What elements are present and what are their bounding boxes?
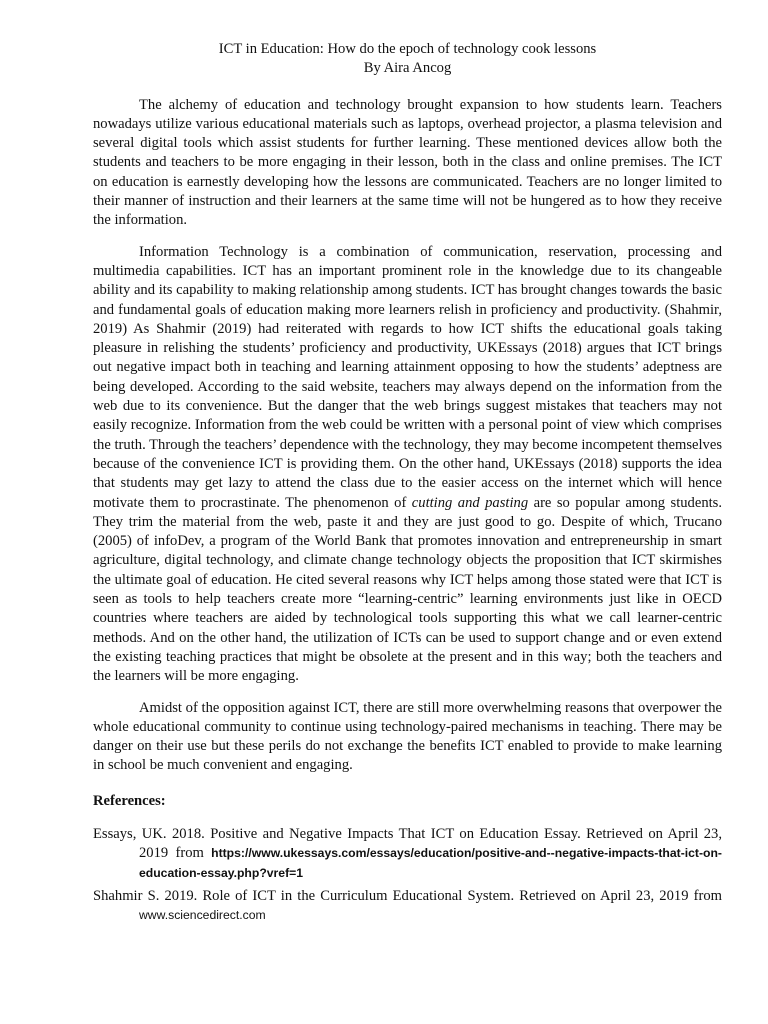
paragraph-intro: The alchemy of education and technology brought expansion to how students learn. Teachers nowadays utilize various educational materials such as laptops, overhead projector, a plasma television and several digital tools which assist students for further learning. These mentioned devices allow both the students and teachers to be more engaging in their lesson, both in the class and online premises. The ICT on education is earnestly developing how the lessons are communicated. Teachers are no longer limited to their manner of instruction and their learners at the same time will not be hungered as to how they receive the information.: [93, 96, 722, 229]
document-author: By Aira Ancog: [363, 60, 452, 77]
paragraph-body-text: Information Technology is a combination of communication, reservation, processing and multimedia capabilities. ICT has an important prominent role in the knowledge due to its changeable ability and its capability to making relationship among students. ICT has brought changes towards the basic and fundamental goals of education making more learners relish in proficiency and productivity. (Shahmir, 2019) As Shahmir (2019) had reiterated with regards to how ICT shifts the educational goals taking pleasure in relishing the students’ proficiency and productivity, UKEssays (2018) argues that ICT brings out negative impact both in teaching and learning attainment opposing to how the students’ adeptness are being developed. According to the said website, teachers may always depend on the information from the web due to its convenience. But the danger that the web brings suggest mistakes that teachers may not easily recognize. Information from the web could be written with a personal point of view which comprises the truth. Through the teachers’ dependence with the technology, they may become incompetent themselves because of the convenience ICT is providing them. On the other hand, UKEssays (2018) supports the idea that students may get lazy to attend the class due to the easier access on the internet which will hence motivate them to procrastinate. The phenomenon of: [93, 243, 722, 511]
paragraph-body: [93, 243, 722, 687]
reference-item: [93, 825, 722, 883]
paragraph-conclusion: Amidst of the opposition against ICT, there are still more overwhelming reasons that overpower the whole educational community to continue using technology-paired mechanisms in teaching. There may be danger on their use but these perils do not exchange the benefits ICT enabled to provide to make learning in school be much convenient and engaging.: [93, 699, 722, 774]
italic-phrase: cutting and pasting: [411, 494, 529, 511]
document-page: [93, 40, 722, 929]
reference-link[interactable]: https://www.ukessays.com/essays/education/positive-and--negative-impacts-that-ict-on-education-essay.php?vref=1: [139, 846, 722, 880]
reference-text: Essays, UK. 2018. Positive and Negative Impacts That ICT on Education Essay. Retrieved on April 23, 2019 from: [93, 825, 722, 862]
document-title: ICT in Education: How do the epoch of technology cook lessons: [218, 41, 597, 57]
reference-text: Shahmir S. 2019. Role of ICT in the Curriculum Educational System. Retrieved on April 23, 2019 from: [93, 887, 722, 904]
references-heading: References:: [93, 792, 166, 809]
reference-item: [93, 887, 722, 926]
paragraph-body-text-continued: are so popular among students. They trim the material from the web, paste it and they are just good to go. Despite of which, Trucano (2005) of infoDev, a program of the World Bank that promotes innovation and entrepreneurship in smart agriculture, digital technology, and climate change technology objects the proposition that ICT skirmishes the ultimate goal of education. He cited several reasons why ICT helps among those stated were that ICT is seen as tools to help teachers create more “learning-centric” learning environments just like in OECD countries where teachers are aided by technological tools supporting this what we call learner-centric methods. And on the other hand, the utilization of ICTs can be used to support change and or even extend the existing teaching practices that might be obsolete at the present and in this way; both the teachers and the learners will be more engaging.: [93, 494, 723, 685]
reference-link[interactable]: www.sciencedirect.com: [139, 908, 266, 923]
